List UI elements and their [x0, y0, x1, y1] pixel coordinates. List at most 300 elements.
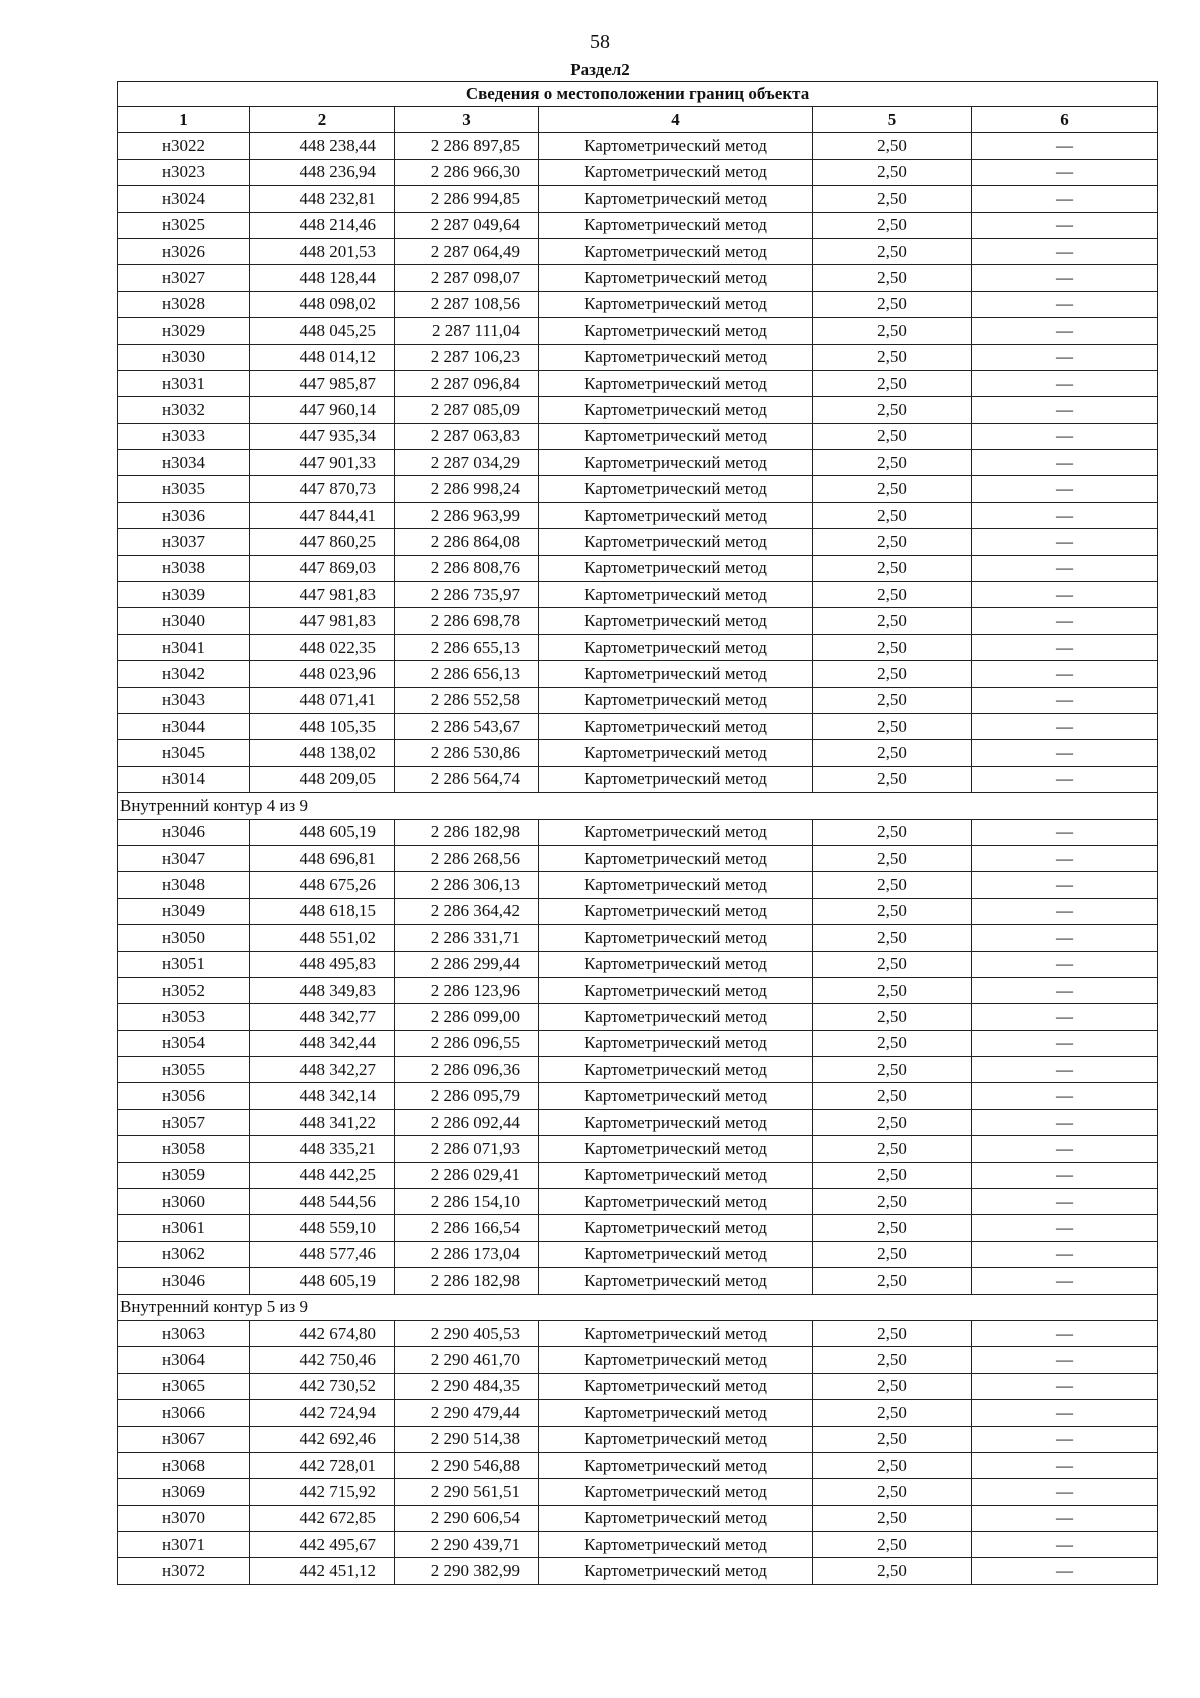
accuracy-cell: 2,50 [813, 1083, 972, 1109]
y-coordinate-cell: 2 286 564,74 [395, 766, 539, 792]
accuracy-cell: 2,50 [813, 1162, 972, 1188]
accuracy-cell: 2,50 [813, 845, 972, 871]
point-name-cell: н3039 [118, 582, 250, 608]
method-cell: Картометрический метод [539, 740, 813, 766]
method-cell: Картометрический метод [539, 397, 813, 423]
method-cell: Картометрический метод [539, 1162, 813, 1188]
x-coordinate-cell: 448 335,21 [250, 1136, 395, 1162]
method-cell: Картометрический метод [539, 476, 813, 502]
point-name-cell: н3031 [118, 370, 250, 396]
y-coordinate-cell: 2 286 092,44 [395, 1109, 539, 1135]
description-cell: — [972, 1004, 1158, 1030]
x-coordinate-cell: 442 495,67 [250, 1532, 395, 1558]
accuracy-cell: 2,50 [813, 1057, 972, 1083]
x-coordinate-cell: 442 724,94 [250, 1400, 395, 1426]
y-coordinate-cell: 2 286 306,13 [395, 872, 539, 898]
y-coordinate-cell: 2 286 994,85 [395, 186, 539, 212]
description-cell: — [972, 582, 1158, 608]
table-row [118, 687, 1158, 713]
x-coordinate-cell: 447 985,87 [250, 370, 395, 396]
y-coordinate-cell: 2 287 085,09 [395, 397, 539, 423]
method-cell: Картометрический метод [539, 1109, 813, 1135]
description-cell: — [972, 608, 1158, 634]
x-coordinate-cell: 448 495,83 [250, 951, 395, 977]
x-coordinate-cell: 448 022,35 [250, 634, 395, 660]
y-coordinate-cell: 2 290 484,35 [395, 1373, 539, 1399]
description-cell: — [972, 186, 1158, 212]
method-cell: Картометрический метод [539, 1268, 813, 1294]
accuracy-cell: 2,50 [813, 344, 972, 370]
description-cell: — [972, 1558, 1158, 1584]
description-cell: — [972, 634, 1158, 660]
x-coordinate-cell: 448 349,83 [250, 977, 395, 1003]
point-name-cell: н3050 [118, 925, 250, 951]
description-cell: — [972, 1452, 1158, 1478]
table-row [118, 1532, 1158, 1558]
accuracy-cell: 2,50 [813, 133, 972, 159]
y-coordinate-cell: 2 286 735,97 [395, 582, 539, 608]
method-cell: Картометрический метод [539, 819, 813, 845]
point-name-cell: н3025 [118, 212, 250, 238]
accuracy-cell: 2,50 [813, 977, 972, 1003]
description-cell: — [972, 1320, 1158, 1346]
y-coordinate-cell: 2 286 966,30 [395, 159, 539, 185]
accuracy-cell: 2,50 [813, 1320, 972, 1346]
point-name-cell: н3063 [118, 1320, 250, 1346]
x-coordinate-cell: 447 901,33 [250, 450, 395, 476]
table-row [118, 1030, 1158, 1056]
accuracy-cell: 2,50 [813, 1400, 972, 1426]
accuracy-cell: 2,50 [813, 1505, 972, 1531]
y-coordinate-cell: 2 286 173,04 [395, 1241, 539, 1267]
accuracy-cell: 2,50 [813, 238, 972, 264]
accuracy-cell: 2,50 [813, 1268, 972, 1294]
column-number: 6 [972, 107, 1158, 133]
point-name-cell: н3067 [118, 1426, 250, 1452]
table-row [118, 740, 1158, 766]
table-row [118, 1558, 1158, 1584]
description-cell: — [972, 740, 1158, 766]
accuracy-cell: 2,50 [813, 1215, 972, 1241]
description-cell: — [972, 370, 1158, 396]
y-coordinate-cell: 2 290 405,53 [395, 1320, 539, 1346]
y-coordinate-cell: 2 286 096,55 [395, 1030, 539, 1056]
accuracy-cell: 2,50 [813, 1136, 972, 1162]
y-coordinate-cell: 2 286 331,71 [395, 925, 539, 951]
y-coordinate-cell: 2 286 268,56 [395, 845, 539, 871]
boundary-table [117, 81, 1158, 1585]
method-cell: Картометрический метод [539, 344, 813, 370]
x-coordinate-cell: 448 238,44 [250, 133, 395, 159]
table-row [118, 1268, 1158, 1294]
table-row [118, 265, 1158, 291]
method-cell: Картометрический метод [539, 186, 813, 212]
point-name-cell: н3064 [118, 1347, 250, 1373]
table-body [118, 133, 1158, 1584]
x-coordinate-cell: 448 214,46 [250, 212, 395, 238]
accuracy-cell: 2,50 [813, 740, 972, 766]
table-row [118, 1057, 1158, 1083]
y-coordinate-cell: 2 290 514,38 [395, 1426, 539, 1452]
method-cell: Картометрический метод [539, 1057, 813, 1083]
table-row [118, 450, 1158, 476]
y-coordinate-cell: 2 286 998,24 [395, 476, 539, 502]
point-name-cell: н3027 [118, 265, 250, 291]
x-coordinate-cell: 447 935,34 [250, 423, 395, 449]
y-coordinate-cell: 2 287 111,04 [395, 318, 539, 344]
method-cell: Картометрический метод [539, 687, 813, 713]
y-coordinate-cell: 2 287 063,83 [395, 423, 539, 449]
description-cell: — [972, 687, 1158, 713]
table-row [118, 476, 1158, 502]
accuracy-cell: 2,50 [813, 370, 972, 396]
accuracy-cell: 2,50 [813, 608, 972, 634]
description-cell: — [972, 1505, 1158, 1531]
method-cell: Картометрический метод [539, 318, 813, 344]
accuracy-cell: 2,50 [813, 1109, 972, 1135]
point-name-cell: н3043 [118, 687, 250, 713]
y-coordinate-cell: 2 287 049,64 [395, 212, 539, 238]
accuracy-cell: 2,50 [813, 1030, 972, 1056]
table-row [118, 159, 1158, 185]
x-coordinate-cell: 448 618,15 [250, 898, 395, 924]
method-cell: Картометрический метод [539, 1136, 813, 1162]
table-row [118, 1004, 1158, 1030]
point-name-cell: н3048 [118, 872, 250, 898]
x-coordinate-cell: 448 559,10 [250, 1215, 395, 1241]
point-name-cell: н3014 [118, 766, 250, 792]
point-name-cell: н3034 [118, 450, 250, 476]
x-coordinate-cell: 448 341,22 [250, 1109, 395, 1135]
accuracy-cell: 2,50 [813, 872, 972, 898]
y-coordinate-cell: 2 286 071,93 [395, 1136, 539, 1162]
y-coordinate-cell: 2 287 096,84 [395, 370, 539, 396]
method-cell: Картометрический метод [539, 898, 813, 924]
point-name-cell: н3040 [118, 608, 250, 634]
point-name-cell: н3070 [118, 1505, 250, 1531]
description-cell: — [972, 265, 1158, 291]
x-coordinate-cell: 448 023,96 [250, 661, 395, 687]
x-coordinate-cell: 448 342,14 [250, 1083, 395, 1109]
point-name-cell: н3058 [118, 1136, 250, 1162]
point-name-cell: н3042 [118, 661, 250, 687]
accuracy-cell: 2,50 [813, 1452, 972, 1478]
y-coordinate-cell: 2 290 479,44 [395, 1400, 539, 1426]
point-name-cell: н3022 [118, 133, 250, 159]
point-name-cell: н3030 [118, 344, 250, 370]
accuracy-cell: 2,50 [813, 951, 972, 977]
description-cell: — [972, 1241, 1158, 1267]
point-name-cell: н3026 [118, 238, 250, 264]
method-cell: Картометрический метод [539, 1030, 813, 1056]
y-coordinate-cell: 2 286 096,36 [395, 1057, 539, 1083]
column-number: 4 [539, 107, 813, 133]
accuracy-cell: 2,50 [813, 1189, 972, 1215]
method-cell: Картометрический метод [539, 529, 813, 555]
x-coordinate-cell: 442 672,85 [250, 1505, 395, 1531]
description-cell: — [972, 713, 1158, 739]
y-coordinate-cell: 2 286 655,13 [395, 634, 539, 660]
y-coordinate-cell: 2 286 808,76 [395, 555, 539, 581]
table-row [118, 397, 1158, 423]
table-caption: Сведения о местоположении границ объекта [118, 82, 1158, 107]
point-name-cell: н3072 [118, 1558, 250, 1584]
y-coordinate-cell: 2 286 099,00 [395, 1004, 539, 1030]
table-row [118, 1347, 1158, 1373]
description-cell: — [972, 951, 1158, 977]
table-row [118, 423, 1158, 449]
x-coordinate-cell: 448 232,81 [250, 186, 395, 212]
point-name-cell: н3057 [118, 1109, 250, 1135]
accuracy-cell: 2,50 [813, 555, 972, 581]
point-name-cell: н3059 [118, 1162, 250, 1188]
point-name-cell: н3053 [118, 1004, 250, 1030]
table-row [118, 186, 1158, 212]
description-cell: — [972, 1373, 1158, 1399]
point-name-cell: н3024 [118, 186, 250, 212]
method-cell: Картометрический метод [539, 1373, 813, 1399]
accuracy-cell: 2,50 [813, 212, 972, 238]
method-cell: Картометрический метод [539, 238, 813, 264]
point-name-cell: н3046 [118, 1268, 250, 1294]
table-row [118, 318, 1158, 344]
method-cell: Картометрический метод [539, 661, 813, 687]
accuracy-cell: 2,50 [813, 766, 972, 792]
description-cell: — [972, 159, 1158, 185]
method-cell: Картометрический метод [539, 1004, 813, 1030]
column-number: 3 [395, 107, 539, 133]
accuracy-cell: 2,50 [813, 423, 972, 449]
x-coordinate-cell: 448 071,41 [250, 687, 395, 713]
description-cell: — [972, 1030, 1158, 1056]
x-coordinate-cell: 448 342,27 [250, 1057, 395, 1083]
method-cell: Картометрический метод [539, 845, 813, 871]
table-row [118, 555, 1158, 581]
point-name-cell: н3045 [118, 740, 250, 766]
x-coordinate-cell: 442 750,46 [250, 1347, 395, 1373]
method-cell: Картометрический метод [539, 555, 813, 581]
column-number: 1 [118, 107, 250, 133]
accuracy-cell: 2,50 [813, 1373, 972, 1399]
description-cell: — [972, 845, 1158, 871]
description-cell: — [972, 661, 1158, 687]
table-row [118, 1083, 1158, 1109]
point-name-cell: н3023 [118, 159, 250, 185]
point-name-cell: н3051 [118, 951, 250, 977]
description-cell: — [972, 555, 1158, 581]
accuracy-cell: 2,50 [813, 1479, 972, 1505]
table-row [118, 713, 1158, 739]
method-cell: Картометрический метод [539, 925, 813, 951]
method-cell: Картометрический метод [539, 159, 813, 185]
y-coordinate-cell: 2 286 897,85 [395, 133, 539, 159]
point-name-cell: н3060 [118, 1189, 250, 1215]
table-row [118, 1373, 1158, 1399]
table-row [118, 370, 1158, 396]
accuracy-cell: 2,50 [813, 582, 972, 608]
accuracy-cell: 2,50 [813, 1241, 972, 1267]
accuracy-cell: 2,50 [813, 476, 972, 502]
table-row [118, 819, 1158, 845]
y-coordinate-cell: 2 290 546,88 [395, 1452, 539, 1478]
method-cell: Картометрический метод [539, 1479, 813, 1505]
accuracy-cell: 2,50 [813, 397, 972, 423]
table-row [118, 634, 1158, 660]
method-cell: Картометрический метод [539, 1505, 813, 1531]
x-coordinate-cell: 447 869,03 [250, 555, 395, 581]
description-cell: — [972, 1268, 1158, 1294]
table-row [118, 1109, 1158, 1135]
y-coordinate-cell: 2 286 552,58 [395, 687, 539, 713]
column-number: 2 [250, 107, 395, 133]
contour-group-label: Внутренний контур 4 из 9 [118, 793, 1158, 819]
table-row [118, 925, 1158, 951]
x-coordinate-cell: 447 844,41 [250, 502, 395, 528]
point-name-cell: н3052 [118, 977, 250, 1003]
accuracy-cell: 2,50 [813, 1426, 972, 1452]
description-cell: — [972, 1189, 1158, 1215]
y-coordinate-cell: 2 287 108,56 [395, 291, 539, 317]
accuracy-cell: 2,50 [813, 265, 972, 291]
x-coordinate-cell: 448 128,44 [250, 265, 395, 291]
method-cell: Картометрический метод [539, 1241, 813, 1267]
y-coordinate-cell: 2 286 963,99 [395, 502, 539, 528]
method-cell: Картометрический метод [539, 608, 813, 634]
accuracy-cell: 2,50 [813, 898, 972, 924]
point-name-cell: н3035 [118, 476, 250, 502]
method-cell: Картометрический метод [539, 872, 813, 898]
x-coordinate-cell: 448 105,35 [250, 713, 395, 739]
description-cell: — [972, 450, 1158, 476]
x-coordinate-cell: 448 209,05 [250, 766, 395, 792]
description-cell: — [972, 819, 1158, 845]
point-name-cell: н3038 [118, 555, 250, 581]
column-number: 5 [813, 107, 972, 133]
x-coordinate-cell: 448 098,02 [250, 291, 395, 317]
x-coordinate-cell: 448 342,77 [250, 1004, 395, 1030]
point-name-cell: н3069 [118, 1479, 250, 1505]
method-cell: Картометрический метод [539, 450, 813, 476]
x-coordinate-cell: 447 981,83 [250, 582, 395, 608]
method-cell: Картометрический метод [539, 766, 813, 792]
y-coordinate-cell: 2 286 864,08 [395, 529, 539, 555]
description-cell: — [972, 1400, 1158, 1426]
x-coordinate-cell: 442 730,52 [250, 1373, 395, 1399]
method-cell: Картометрический метод [539, 423, 813, 449]
method-cell: Картометрический метод [539, 977, 813, 1003]
y-coordinate-cell: 2 286 166,54 [395, 1215, 539, 1241]
description-cell: — [972, 238, 1158, 264]
x-coordinate-cell: 448 442,25 [250, 1162, 395, 1188]
x-coordinate-cell: 447 860,25 [250, 529, 395, 555]
method-cell: Картометрический метод [539, 582, 813, 608]
description-cell: — [972, 318, 1158, 344]
table-row [118, 608, 1158, 634]
description-cell: — [972, 1215, 1158, 1241]
description-cell: — [972, 872, 1158, 898]
x-coordinate-cell: 447 981,83 [250, 608, 395, 634]
method-cell: Картометрический метод [539, 1189, 813, 1215]
y-coordinate-cell: 2 286 543,67 [395, 713, 539, 739]
x-coordinate-cell: 448 605,19 [250, 1268, 395, 1294]
table-row [118, 582, 1158, 608]
table-row [118, 1241, 1158, 1267]
method-cell: Картометрический метод [539, 370, 813, 396]
table-row [118, 1426, 1158, 1452]
point-name-cell: н3066 [118, 1400, 250, 1426]
method-cell: Картометрический метод [539, 502, 813, 528]
method-cell: Картометрический метод [539, 133, 813, 159]
x-coordinate-cell: 448 138,02 [250, 740, 395, 766]
point-name-cell: н3071 [118, 1532, 250, 1558]
y-coordinate-cell: 2 286 123,96 [395, 977, 539, 1003]
y-coordinate-cell: 2 286 182,98 [395, 1268, 539, 1294]
description-cell: — [972, 1057, 1158, 1083]
point-name-cell: н3062 [118, 1241, 250, 1267]
accuracy-cell: 2,50 [813, 661, 972, 687]
description-cell: — [972, 977, 1158, 1003]
table-caption-row [118, 82, 1158, 107]
x-coordinate-cell: 442 451,12 [250, 1558, 395, 1584]
accuracy-cell: 2,50 [813, 634, 972, 660]
method-cell: Картометрический метод [539, 1215, 813, 1241]
description-cell: — [972, 1347, 1158, 1373]
description-cell: — [972, 1083, 1158, 1109]
table-row [118, 1479, 1158, 1505]
description-cell: — [972, 766, 1158, 792]
section-title: Раздел2 [570, 60, 630, 79]
method-cell: Картометрический метод [539, 1347, 813, 1373]
table-row [118, 1452, 1158, 1478]
point-name-cell: н3032 [118, 397, 250, 423]
method-cell: Картометрический метод [539, 1452, 813, 1478]
table-row [118, 766, 1158, 792]
y-coordinate-cell: 2 287 034,29 [395, 450, 539, 476]
accuracy-cell: 2,50 [813, 186, 972, 212]
table-row [118, 951, 1158, 977]
point-name-cell: н3046 [118, 819, 250, 845]
point-name-cell: н3033 [118, 423, 250, 449]
x-coordinate-cell: 442 692,46 [250, 1426, 395, 1452]
y-coordinate-cell: 2 286 364,42 [395, 898, 539, 924]
description-cell: — [972, 476, 1158, 502]
method-cell: Картометрический метод [539, 713, 813, 739]
description-cell: — [972, 1532, 1158, 1558]
point-name-cell: н3041 [118, 634, 250, 660]
method-cell: Картометрический метод [539, 265, 813, 291]
accuracy-cell: 2,50 [813, 1004, 972, 1030]
description-cell: — [972, 925, 1158, 951]
accuracy-cell: 2,50 [813, 925, 972, 951]
table-row [118, 1162, 1158, 1188]
y-coordinate-cell: 2 290 382,99 [395, 1558, 539, 1584]
accuracy-cell: 2,50 [813, 159, 972, 185]
contour-group-row [118, 1294, 1158, 1320]
x-coordinate-cell: 448 014,12 [250, 344, 395, 370]
point-name-cell: н3056 [118, 1083, 250, 1109]
x-coordinate-cell: 448 551,02 [250, 925, 395, 951]
x-coordinate-cell: 448 577,46 [250, 1241, 395, 1267]
table-row [118, 1215, 1158, 1241]
description-cell: — [972, 291, 1158, 317]
point-name-cell: н3037 [118, 529, 250, 555]
table-row [118, 1400, 1158, 1426]
accuracy-cell: 2,50 [813, 713, 972, 739]
accuracy-cell: 2,50 [813, 1347, 972, 1373]
table-row [118, 212, 1158, 238]
table-row [118, 238, 1158, 264]
description-cell: — [972, 212, 1158, 238]
